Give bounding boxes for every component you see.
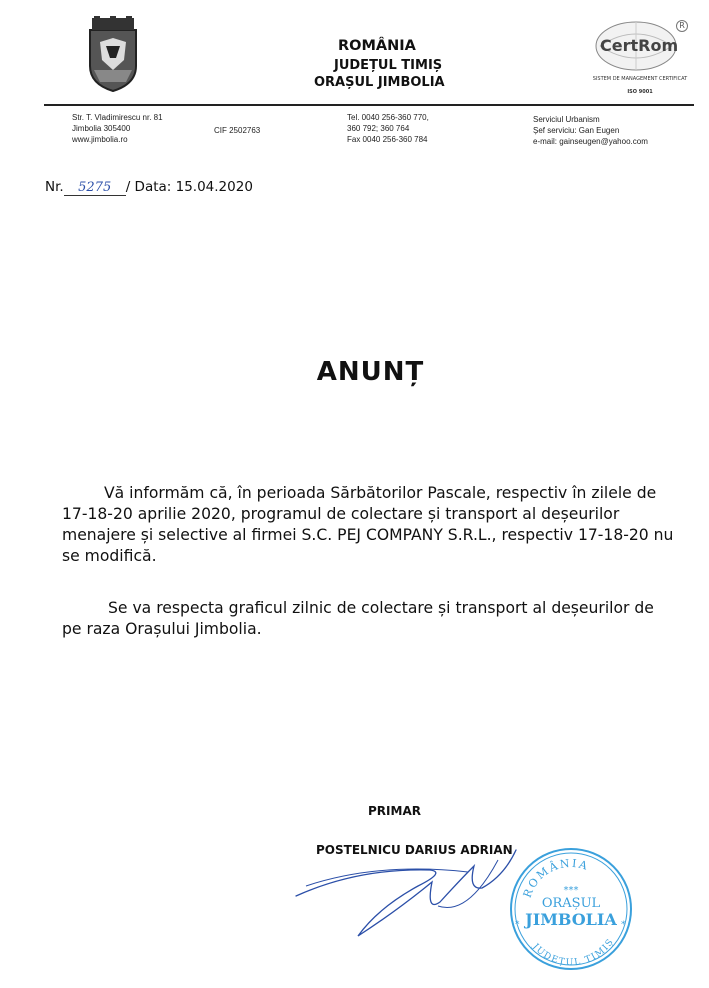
header-city: ORAȘUL JIMBOLIA (314, 75, 445, 90)
fax-line: Fax 0040 256-360 784 (347, 135, 428, 144)
stamp-top-text: ROMÂNIA (520, 856, 591, 900)
certrom-logo (592, 18, 688, 100)
cert-small-line-2: ISO 9001 (627, 89, 653, 95)
paragraph-line: pe raza Orașului Jimbolia. (62, 620, 262, 638)
header-divider (44, 104, 694, 106)
svg-text:*: * (621, 920, 626, 930)
mayor-title: PRIMAR (368, 804, 421, 818)
header-country: ROMÂNIA (338, 38, 416, 54)
registration-line (45, 179, 253, 196)
service-line: Serviciul Urbanism (533, 115, 600, 124)
svg-text:*: * (515, 920, 520, 930)
cert-small-line-1: SISTEM DE MANAGEMENT CERTIFICAT (592, 76, 688, 82)
phone-line: 360 792; 360 764 (347, 124, 410, 133)
coat-of-arms-icon (86, 16, 140, 92)
paragraph-line: 17-18-20 aprilie 2020, programul de colectare și transport al deșeurilor (62, 505, 620, 523)
contact-phone (347, 112, 429, 145)
registered-mark: R (676, 20, 688, 32)
address-line: Str. T. Vladimirescu nr. 81 (72, 113, 163, 122)
email-link[interactable]: e-mail: gainseugen@yahoo.com (533, 137, 648, 146)
stamp-mid-text: ORAȘUL (541, 896, 601, 911)
stamp-stars: *** (563, 885, 579, 896)
nr-value: 5275 (64, 180, 126, 196)
paragraph-line: Se va respecta graficul zilnic de colectare și transport al deșeurilor de (108, 599, 654, 617)
paragraph-1 (62, 483, 709, 567)
mayor-name: POSTELNICU DARIUS ADRIAN (316, 843, 513, 857)
paragraph-line: menajere și selective al firmei S.C. PEJ COMPANY S.R.L., respectiv 17-18-20 nu (62, 526, 674, 544)
official-stamp-icon (507, 845, 635, 973)
certrom-logo-text: CertRom (600, 36, 679, 55)
header-county: JUDEȚUL TIMIȘ (334, 58, 443, 73)
service-line: Șef serviciu: Gan Eugen (533, 126, 620, 135)
website-link[interactable]: www.jimbolia.ro (72, 135, 128, 144)
phone-line: Tel. 0040 256-360 770, (347, 113, 429, 122)
address-line: Jimbolia 305400 (72, 124, 131, 133)
contact-cif: CIF 2502763 (214, 126, 261, 135)
contact-service (533, 114, 648, 147)
date-label: / Data: 15.04.2020 (125, 179, 253, 195)
paragraph-2 (62, 598, 709, 640)
stamp-bottom-text: JUDEȚUL TIMIȘ (530, 936, 617, 969)
contact-address (72, 112, 163, 145)
nr-label: Nr. (45, 179, 64, 195)
announcement-title: ANUNȚ (316, 357, 425, 387)
svg-text:JUDEȚUL TIMIȘ (530, 937, 617, 968)
stamp-main-text: JIMBOLIA (525, 910, 617, 929)
paragraph-line: Vă informăm că, în perioada Sărbătorilor Pascale, respectiv în zilele de (104, 484, 657, 502)
paragraph-line: se modifică. (62, 547, 157, 565)
